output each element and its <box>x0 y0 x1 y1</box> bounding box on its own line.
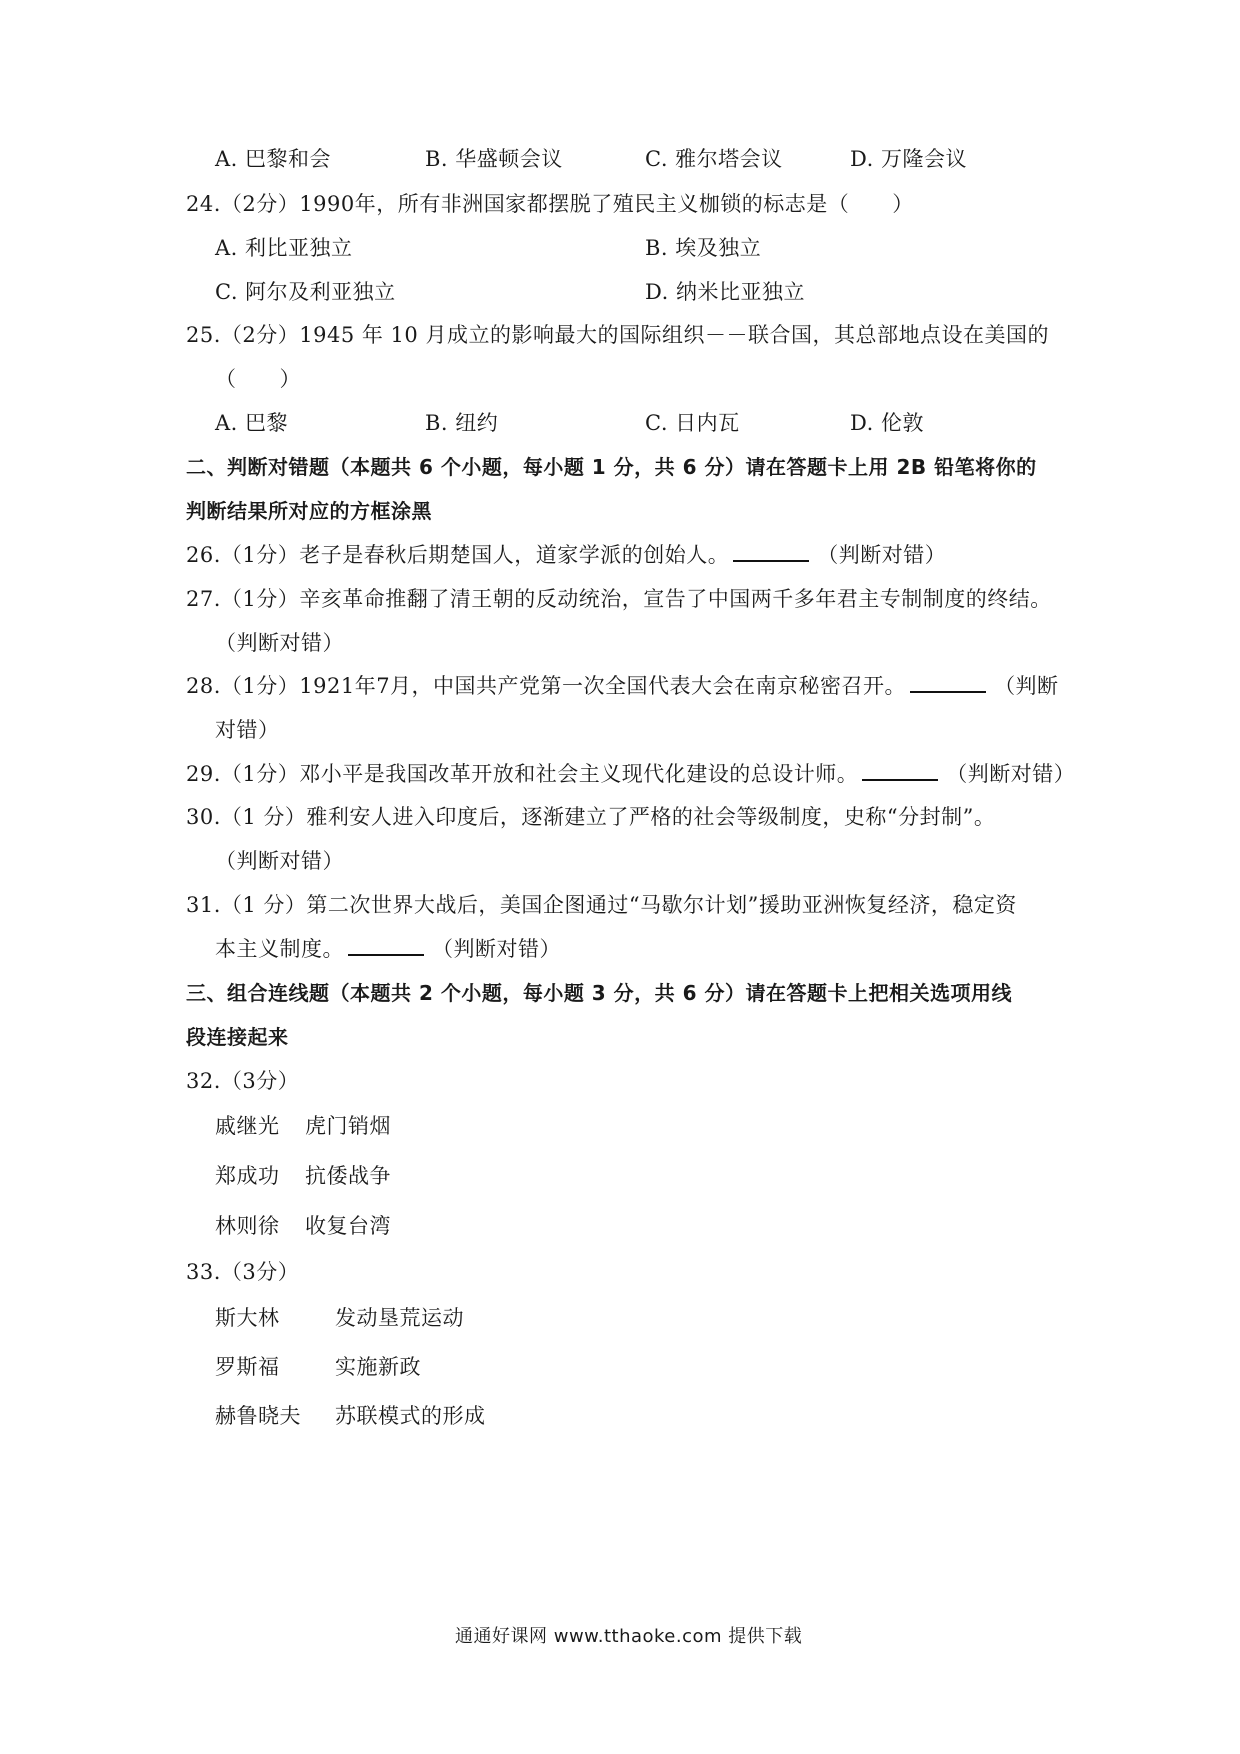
q33-left-item: 罗斯福 <box>215 1355 280 1379</box>
answer-blank[interactable] <box>910 673 986 693</box>
q25-option-c: C. 日内瓦 <box>645 411 740 435</box>
q23-option-c: C. 雅尔塔会议 <box>645 147 783 171</box>
q30-tail: （判断对错） <box>215 849 344 873</box>
q33-right-item: 发动垦荒运动 <box>335 1306 464 1330</box>
q33-left-item: 斯大林 <box>215 1306 280 1330</box>
q23-option-b: B. 华盛顿会议 <box>425 147 563 171</box>
q26-stem: 26.（1分）老子是春秋后期楚国人，道家学派的创始人。 <box>186 543 730 567</box>
q31-stem-continued: 本主义制度。 <box>215 937 344 961</box>
answer-blank[interactable] <box>733 542 809 562</box>
q28-tail: （判断 <box>994 674 1059 698</box>
q25-stem-continued: （ ） <box>215 367 301 391</box>
q23-option-d: D. 万隆会议 <box>850 147 967 171</box>
q24-option-c: C. 阿尔及利亚独立 <box>215 280 396 304</box>
q33-right-item: 苏联模式的形成 <box>335 1404 486 1428</box>
page-footer: 通通好课网 www.tthaoke.com 提供下载 <box>455 1626 803 1647</box>
q24-stem: 24.（2分）1990年，所有非洲国家都摆脱了殖民主义枷锁的标志是（ ） <box>186 192 914 216</box>
q32-stem: 32.（3分） <box>186 1069 300 1093</box>
q25-option-a: A. 巴黎 <box>215 411 289 435</box>
q33-right-item: 实施新政 <box>335 1355 421 1379</box>
q26-tail: （判断对错） <box>817 543 947 567</box>
q32-right-item: 抗倭战争 <box>305 1164 391 1188</box>
q25-option-d: D. 伦敦 <box>850 411 924 435</box>
q32-left-item: 戚继光 <box>215 1114 280 1138</box>
answer-blank[interactable] <box>862 761 938 781</box>
q32-right-item: 收复台湾 <box>305 1214 391 1238</box>
q27-stem: 27.（1分）辛亥革命推翻了清王朝的反动统治，宣告了中国两千多年君主专制制度的终结。 <box>186 587 1052 611</box>
q28-tail-continued: 对错） <box>215 718 280 742</box>
q25-option-b: B. 纽约 <box>425 411 499 435</box>
q24-option-a: A. 利比亚独立 <box>215 236 353 260</box>
q29 <box>186 758 1075 788</box>
section3-heading: 三、组合连线题（本题共 2 个小题，每小题 3 分，共 6 分）请在答题卡上把相关选项用线 <box>186 981 1013 1005</box>
q33-stem: 33.（3分） <box>186 1260 300 1284</box>
section2-heading-continued: 判断结果所对应的方框涂黑 <box>186 499 432 523</box>
q28 <box>186 670 1059 700</box>
q31-stem: 31.（1 分）第二次世界大战后，美国企图通过“马歇尔计划”援助亚洲恢复经济，稳定资 <box>186 893 1017 917</box>
q29-tail: （判断对错） <box>946 762 1076 786</box>
q23-option-a: A. 巴黎和会 <box>215 147 332 171</box>
q31-tail: （判断对错） <box>432 937 561 961</box>
q32-right-item: 虎门销烟 <box>305 1114 391 1138</box>
q32-left-item: 郑成功 <box>215 1164 280 1188</box>
q31-continued <box>215 933 561 963</box>
answer-blank[interactable] <box>348 936 424 956</box>
q24-option-d: D. 纳米比亚独立 <box>645 280 805 304</box>
q33-left-item: 赫鲁晓夫 <box>215 1404 301 1428</box>
q32-left-item: 林则徐 <box>215 1214 280 1238</box>
section2-heading: 二、判断对错题（本题共 6 个小题，每小题 1 分，共 6 分）请在答题卡上用 2B 铅笔将你的 <box>186 455 1037 479</box>
q29-stem: 29.（1分）邓小平是我国改革开放和社会主义现代化建设的总设计师。 <box>186 762 859 786</box>
q26 <box>186 539 946 569</box>
q27-tail: （判断对错） <box>215 631 344 655</box>
q24-option-b: B. 埃及独立 <box>645 236 762 260</box>
q28-stem: 28.（1分）1921年7月，中国共产党第一次全国代表大会在南京秘密召开。 <box>186 674 907 698</box>
section3-heading-continued: 段连接起来 <box>186 1025 289 1049</box>
q30-stem: 30.（1 分）雅利安人进入印度后，逐渐建立了严格的社会等级制度，史称“分封制”。 <box>186 805 996 829</box>
q25-stem: 25.（2分）1945 年 10 月成立的影响最大的国际组织－－联合国，其总部地点设在美国的 <box>186 323 1049 347</box>
